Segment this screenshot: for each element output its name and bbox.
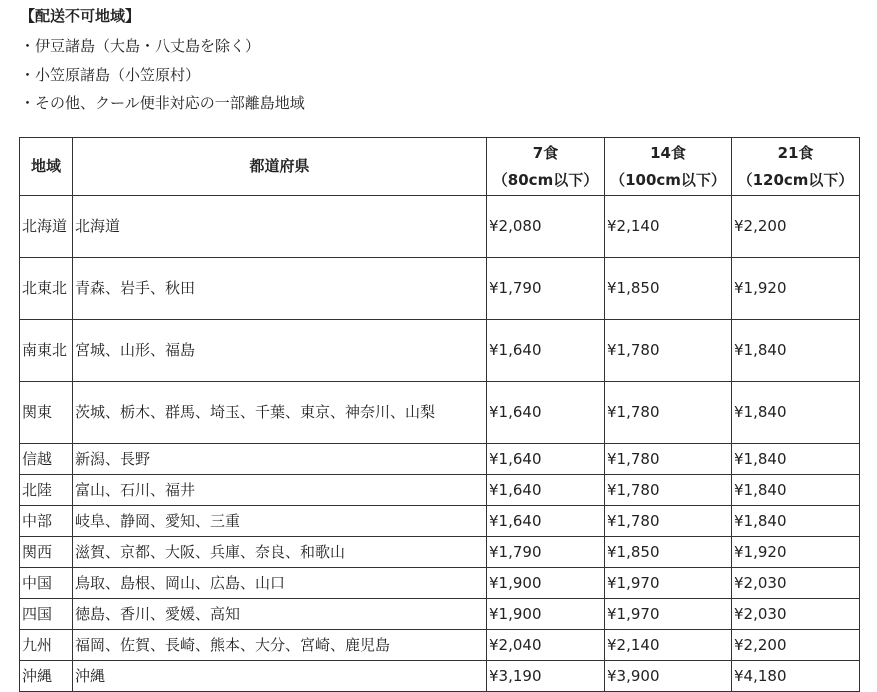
shipping-fee-table — [19, 137, 860, 692]
prefectures-cell: 北海道 — [73, 196, 487, 258]
region-cell: 北陸 — [20, 475, 73, 506]
table-row — [20, 444, 860, 475]
price-7-cell: ¥3,190 — [487, 661, 605, 692]
prefectures-cell: 沖縄 — [73, 661, 487, 692]
table-row — [20, 320, 860, 382]
price-21-cell: ¥2,030 — [732, 599, 860, 630]
prefectures-cell: 鳥取、島根、岡山、広島、山口 — [73, 568, 487, 599]
prefectures-cell: 宮城、山形、福島 — [73, 320, 487, 382]
notice-title: 【配送不可地域】 — [20, 7, 141, 25]
header-21-meals — [732, 138, 860, 196]
price-21-cell: ¥1,840 — [732, 506, 860, 537]
price-7-cell: ¥1,640 — [487, 506, 605, 537]
price-21-cell: ¥1,920 — [732, 258, 860, 320]
delivery-exclusion-notice — [20, 4, 305, 118]
price-7-cell: ¥1,640 — [487, 444, 605, 475]
header-14-meals-size: （100cm以下） — [610, 170, 726, 189]
header-prefectures: 都道府県 — [73, 138, 487, 196]
table-row — [20, 506, 860, 537]
price-7-cell: ¥1,640 — [487, 382, 605, 444]
table-row — [20, 661, 860, 692]
prefectures-cell: 新潟、長野 — [73, 444, 487, 475]
region-cell: 中部 — [20, 506, 73, 537]
notice-item: ・その他、クール便非対応の一部離島地域 — [20, 94, 305, 112]
table-row — [20, 382, 860, 444]
price-7-cell: ¥1,640 — [487, 475, 605, 506]
price-21-cell: ¥4,180 — [732, 661, 860, 692]
price-21-cell: ¥2,030 — [732, 568, 860, 599]
notice-item: ・伊豆諸島（大島・八丈島を除く） — [20, 37, 261, 55]
price-21-cell: ¥1,920 — [732, 537, 860, 568]
price-14-cell: ¥1,780 — [605, 506, 732, 537]
price-21-cell: ¥1,840 — [732, 382, 860, 444]
price-14-cell: ¥1,970 — [605, 568, 732, 599]
header-region: 地域 — [20, 138, 73, 196]
prefectures-cell: 茨城、栃木、群馬、埼玉、千葉、東京、神奈川、山梨 — [73, 382, 487, 444]
price-14-cell: ¥1,970 — [605, 599, 732, 630]
price-7-cell: ¥2,040 — [487, 630, 605, 661]
table-row — [20, 568, 860, 599]
price-7-cell: ¥1,900 — [487, 599, 605, 630]
price-14-cell: ¥1,780 — [605, 475, 732, 506]
header-7-meals-size: （80cm以下） — [492, 170, 599, 189]
price-7-cell: ¥2,080 — [487, 196, 605, 258]
header-7-meals-label: 7食 — [532, 143, 559, 162]
header-14-meals — [605, 138, 732, 196]
table-row — [20, 599, 860, 630]
header-14-meals-label: 14食 — [650, 143, 686, 162]
price-14-cell: ¥1,850 — [605, 258, 732, 320]
region-cell: 中国 — [20, 568, 73, 599]
header-7-meals — [487, 138, 605, 196]
table-row — [20, 475, 860, 506]
table-row — [20, 196, 860, 258]
table-header-row — [20, 138, 860, 196]
notice-item: ・小笠原諸島（小笠原村） — [20, 65, 201, 84]
prefectures-cell: 青森、岩手、秋田 — [73, 258, 487, 320]
price-21-cell: ¥1,840 — [732, 444, 860, 475]
header-21-meals-label: 21食 — [777, 143, 814, 162]
prefectures-cell: 富山、石川、福井 — [73, 475, 487, 506]
region-cell: 関西 — [20, 537, 73, 568]
price-14-cell: ¥2,140 — [605, 196, 732, 258]
price-7-cell: ¥1,900 — [487, 568, 605, 599]
prefectures-cell: 滋賀、京都、大阪、兵庫、奈良、和歌山 — [73, 537, 487, 568]
price-21-cell: ¥2,200 — [732, 196, 860, 258]
price-21-cell: ¥1,840 — [732, 320, 860, 382]
price-7-cell: ¥1,790 — [487, 537, 605, 568]
region-cell: 信越 — [20, 444, 73, 475]
price-14-cell: ¥3,900 — [605, 661, 732, 692]
table-row — [20, 258, 860, 320]
prefectures-cell: 福岡、佐賀、長崎、熊本、大分、宮崎、鹿児島 — [73, 630, 487, 661]
notice-list — [20, 32, 305, 118]
price-21-cell: ¥2,200 — [732, 630, 860, 661]
table-row — [20, 537, 860, 568]
table-row — [20, 630, 860, 661]
price-14-cell: ¥1,780 — [605, 382, 732, 444]
region-cell: 北東北 — [20, 258, 73, 320]
price-21-cell: ¥1,840 — [732, 475, 860, 506]
prefectures-cell: 岐阜、静岡、愛知、三重 — [73, 506, 487, 537]
price-14-cell: ¥1,780 — [605, 444, 732, 475]
prefectures-cell: 徳島、香川、愛媛、高知 — [73, 599, 487, 630]
region-cell: 関東 — [20, 382, 73, 444]
price-7-cell: ¥1,790 — [487, 258, 605, 320]
header-21-meals-size: （120cm以下） — [737, 170, 854, 189]
price-14-cell: ¥1,850 — [605, 537, 732, 568]
price-14-cell: ¥1,780 — [605, 320, 732, 382]
region-cell: 北海道 — [20, 196, 73, 258]
region-cell: 南東北 — [20, 320, 73, 382]
region-cell: 九州 — [20, 630, 73, 661]
price-14-cell: ¥2,140 — [605, 630, 732, 661]
region-cell: 沖縄 — [20, 661, 73, 692]
price-7-cell: ¥1,640 — [487, 320, 605, 382]
region-cell: 四国 — [20, 599, 73, 630]
